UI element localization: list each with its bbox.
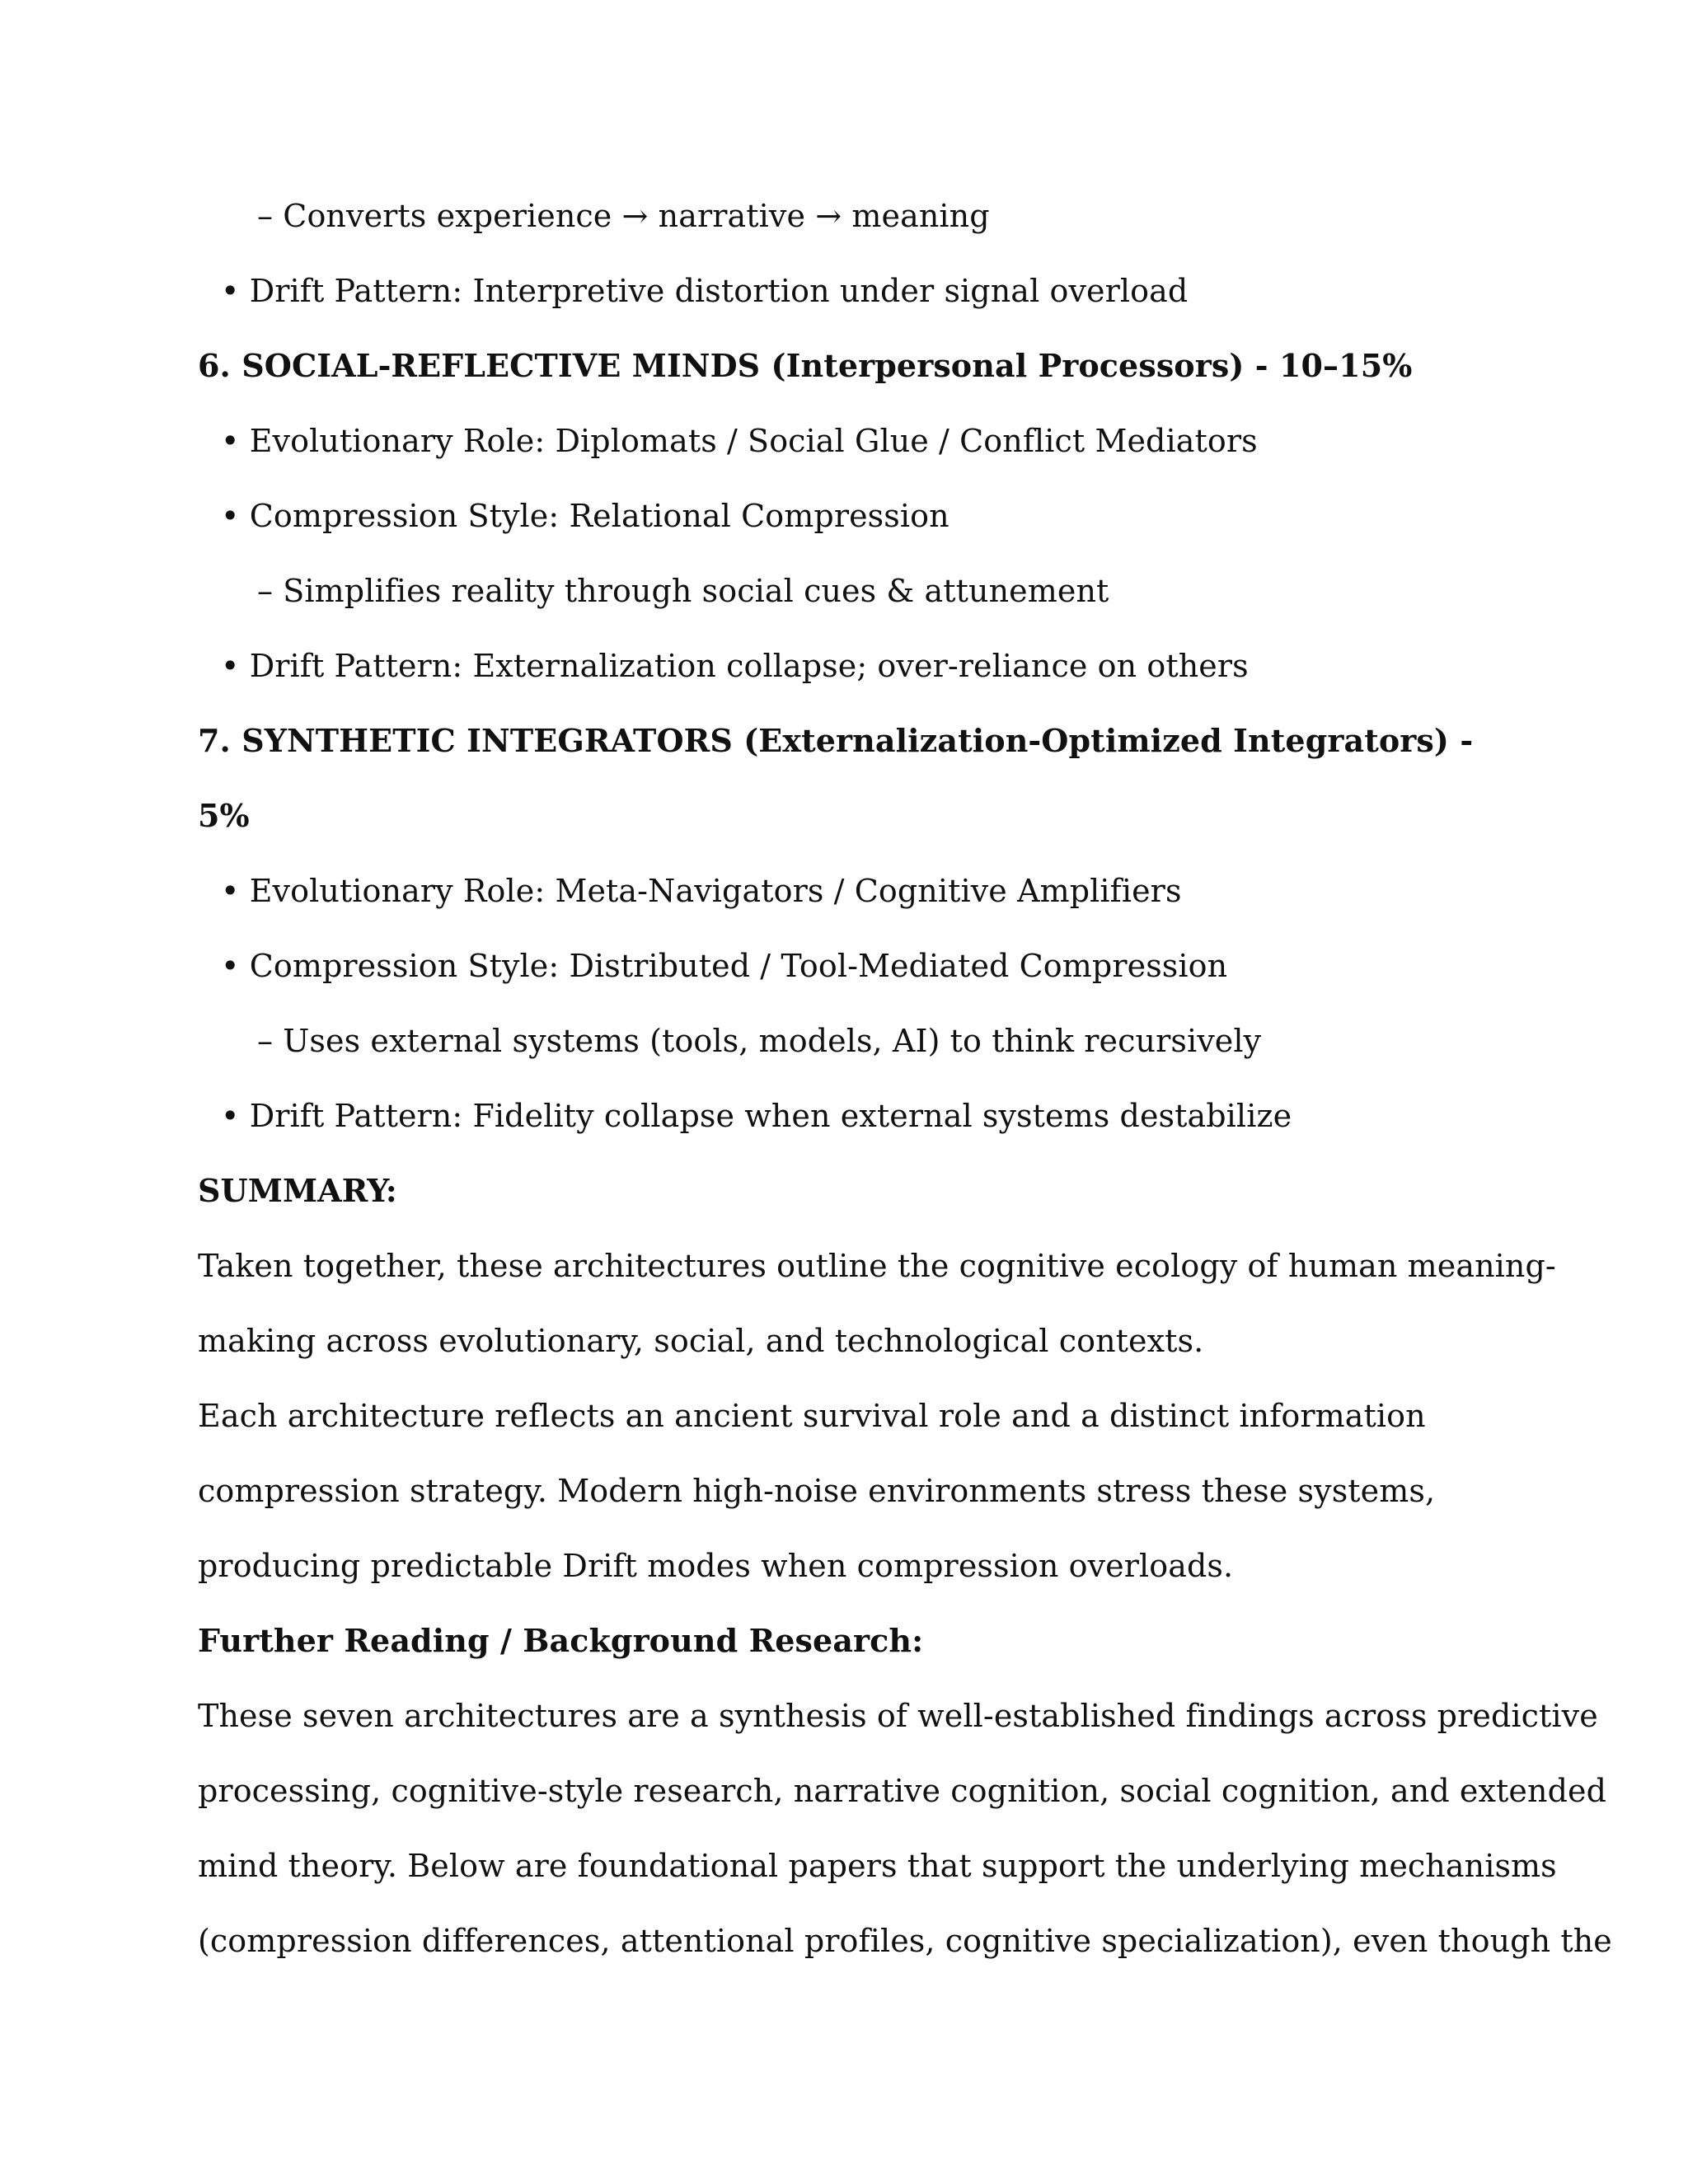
summary-heading: SUMMARY: [198,1172,397,1209]
further-reading-paragraph-line: (compression differences, attentional profiles, cognitive specialization), even though the [198,1923,1612,1959]
summary-paragraph-line: making across evolutionary, social, and technological contexts. [198,1323,1204,1359]
further-reading-heading: Further Reading / Background Research: [198,1622,924,1659]
sub-point-uses-external-systems: – Uses external systems (tools, models, AI) to think recursively [257,1023,1262,1059]
bullet-evolutionary-role-diplomats: • Evolutionary Role: Diplomats / Social Glue / Conflict Mediators [221,423,1258,459]
section-heading-synthetic-integrators-cont: 5% [198,797,250,834]
bullet-drift-pattern-interpretive: • Drift Pattern: Interpretive distortion under signal overload [221,273,1189,309]
bullet-drift-pattern-fidelity: • Drift Pattern: Fidelity collapse when external systems destabilize [221,1098,1292,1134]
bullet-drift-pattern-externalization: • Drift Pattern: Externalization collapse; over-reliance on others [221,648,1249,684]
summary-paragraph-line: Taken together, these architectures outline the cognitive ecology of human meaning- [198,1248,1556,1284]
summary-paragraph-line: compression strategy. Modern high-noise environments stress these systems, [198,1473,1436,1509]
section-heading-social-reflective-minds: 6. SOCIAL-REFLECTIVE MINDS (Interpersonal Processors) - 10–15% [198,347,1413,384]
bullet-compression-style-relational: • Compression Style: Relational Compression [221,498,950,534]
section-heading-synthetic-integrators: 7. SYNTHETIC INTEGRATORS (Externalization-Optimized Integrators) - [198,722,1474,759]
bullet-evolutionary-role-meta-navigators: • Evolutionary Role: Meta-Navigators / Cognitive Amplifiers [221,873,1182,909]
bullet-compression-style-distributed: • Compression Style: Distributed / Tool-Mediated Compression [221,948,1228,984]
summary-paragraph-line: producing predictable Drift modes when compression overloads. [198,1548,1234,1584]
summary-paragraph-line: Each architecture reflects an ancient survival role and a distinct information [198,1398,1426,1434]
sub-point-simplifies-reality: – Simplifies reality through social cues & attunement [257,573,1109,609]
sub-point-converts-experience: – Converts experience → narrative → meaning [257,198,990,234]
further-reading-paragraph-line: processing, cognitive-style research, narrative cognition, social cognition, and extended [198,1773,1607,1809]
further-reading-paragraph-line: These seven architectures are a synthesis of well-established findings across predictive [198,1698,1598,1734]
further-reading-paragraph-line: mind theory. Below are foundational papers that support the underlying mechanisms [198,1848,1557,1884]
